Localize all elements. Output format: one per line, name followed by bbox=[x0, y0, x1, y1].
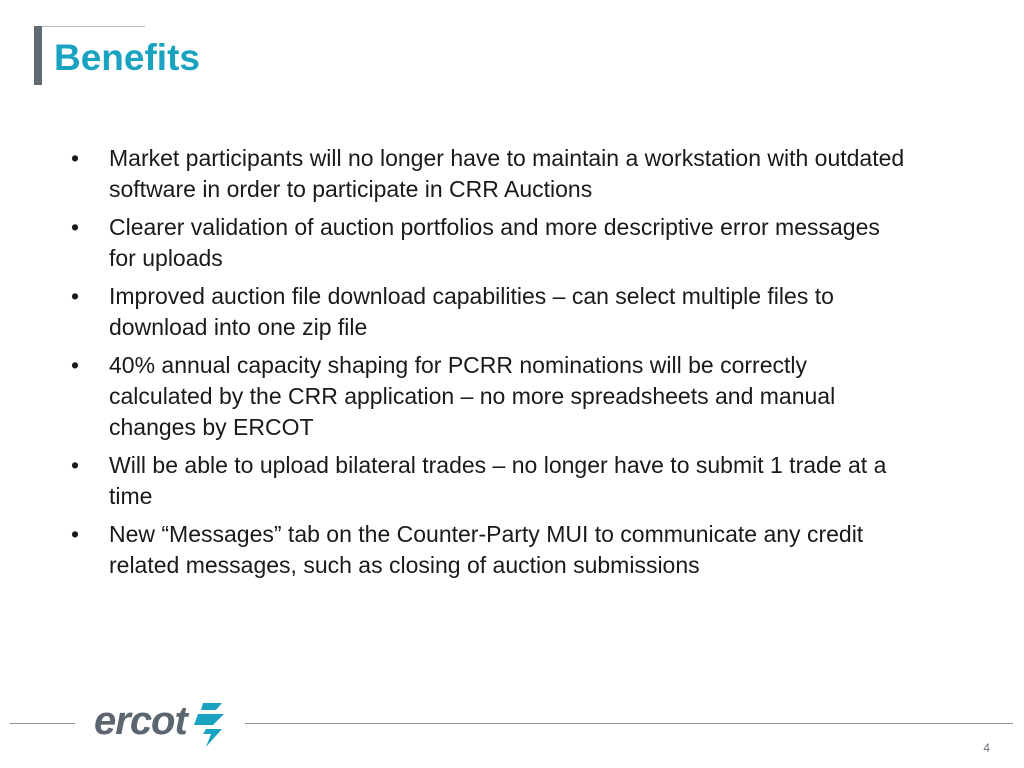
logo-wordmark: ercot bbox=[94, 699, 187, 743]
title-top-rule bbox=[42, 26, 145, 27]
bullet-text: Market participants will no longer have to maintain a workstation with outdated software in order to participate in CRR Auctions bbox=[109, 145, 905, 202]
bullet-item bbox=[0, 281, 1024, 343]
bullet-item bbox=[0, 143, 1024, 205]
bullet-marker: • bbox=[71, 521, 80, 547]
bullet-marker: • bbox=[71, 283, 80, 309]
slide-title: Benefits bbox=[54, 37, 200, 78]
page-number: 4 bbox=[983, 741, 990, 755]
bullet-item bbox=[0, 212, 1024, 274]
ercot-logo bbox=[94, 697, 234, 751]
bullet-marker: • bbox=[71, 352, 80, 378]
bullet-text: Will be able to upload bilateral trades – no longer have to submit 1 trade at a time bbox=[109, 452, 887, 509]
bullet-marker: • bbox=[71, 214, 80, 240]
bullet-marker: • bbox=[71, 452, 80, 478]
bullet-item bbox=[0, 350, 1024, 443]
bullet-text: 40% annual capacity shaping for PCRR nominations will be correctly calculated by the CRR application – no more spreadsheets and manual changes by ERCOT bbox=[109, 352, 836, 440]
footer-rule-left bbox=[10, 723, 75, 724]
bullet-text: Improved auction file download capabilities – can select multiple files to download into one zip file bbox=[109, 283, 834, 340]
title-accent-bar bbox=[34, 26, 42, 85]
ercot-lightning-icon bbox=[192, 701, 226, 749]
bullet-text: Clearer validation of auction portfolios and more descriptive error messages for uploads bbox=[109, 214, 880, 271]
bullet-item bbox=[0, 519, 1024, 581]
bullet-text: New “Messages” tab on the Counter-Party MUI to communicate any credit related messages, such as closing of auction submissions bbox=[109, 521, 864, 578]
bullet-item bbox=[0, 450, 1024, 512]
footer-rule-right bbox=[245, 723, 1013, 724]
bullet-marker: • bbox=[71, 145, 80, 171]
bullet-list bbox=[0, 143, 1024, 588]
